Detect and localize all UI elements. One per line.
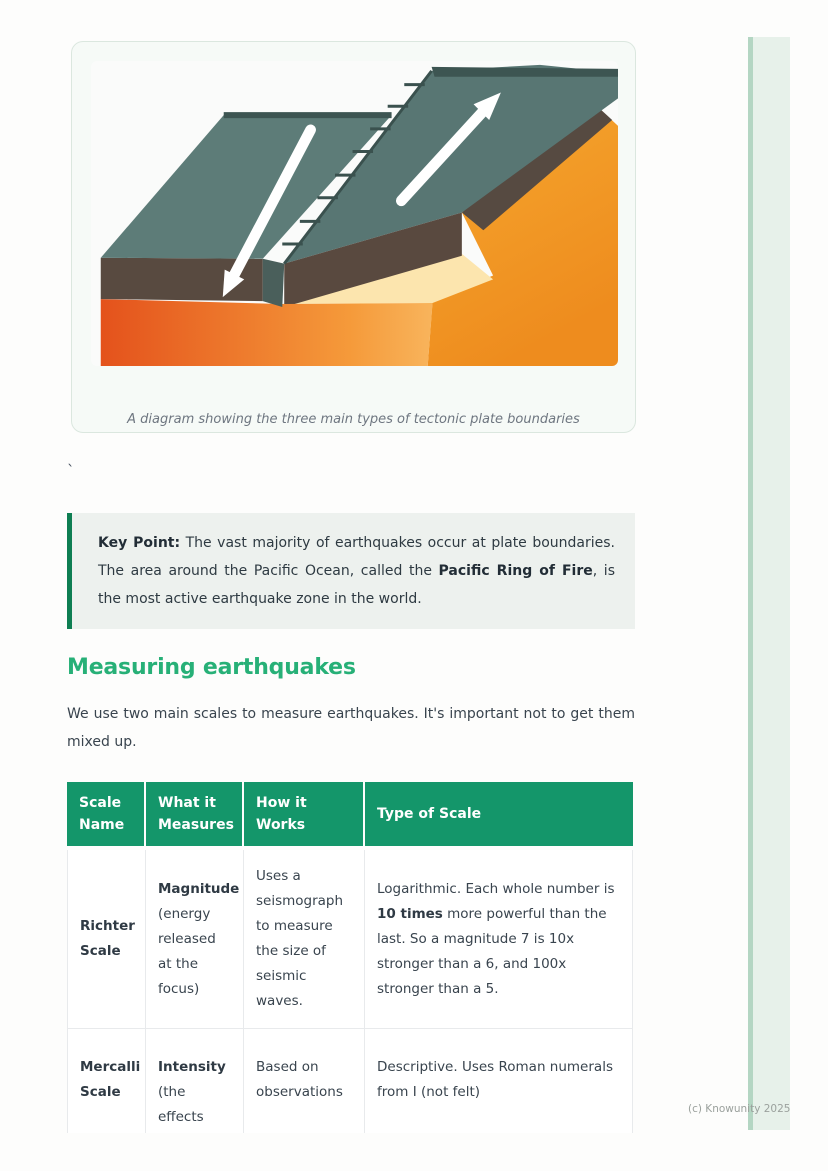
how-it-works-cell: Uses a seismograph to measure the size of seismic waves.	[244, 850, 365, 1029]
stray-backtick: `	[67, 462, 75, 480]
copyright-watermark: (c) Knowunity 2025	[688, 1103, 791, 1115]
fault-step-face	[263, 259, 284, 307]
type-text-2: more powerful than the last. So a magnitude 7 is 10x stronger than a 6, and 100x stronger than a 5.	[377, 905, 607, 997]
type-text-1: Descriptive. Uses Roman numerals from I (not felt)	[377, 1059, 613, 1100]
table-row	[67, 850, 633, 1029]
magma-front-face	[101, 299, 433, 366]
scales-table-wrapper	[67, 782, 633, 1133]
header-how-it-works: How it Works	[244, 782, 365, 850]
key-point-bold-phrase: Pacific Ring of Fire	[438, 563, 593, 579]
scale-name-cell: Mercalli Scale	[80, 1059, 141, 1100]
key-point-callout	[67, 513, 635, 629]
header-what-it-measures: What it Measures	[146, 782, 244, 850]
left-plate-far-edge	[224, 112, 392, 118]
key-point-label: Key Point:	[98, 535, 181, 551]
transform-boundary-diagram-icon	[91, 61, 618, 366]
type-text-1: Logarithmic. Each whole number is	[377, 880, 615, 897]
header-type-of-scale: Type of Scale	[365, 782, 633, 850]
scale-name-cell: Richter Scale	[80, 918, 135, 959]
key-point-text-1: The vast majority of earthquakes occur at plate boundaries. The area around the Pacific Ocean, called the	[98, 535, 615, 579]
figure-card	[71, 41, 636, 433]
key-point-text-2: , is the most active earthquake zone in the world.	[98, 563, 615, 607]
page-accent-bar	[748, 37, 790, 1130]
tectonic-diagram-image	[91, 61, 618, 366]
header-scale-name: Scale Name	[67, 782, 146, 850]
measures-bold: Magnitude	[158, 880, 240, 897]
right-plate-far-edge	[432, 67, 618, 77]
section-heading: Measuring earthquakes	[67, 655, 356, 680]
measures-rest: (energy released at the focus)	[158, 905, 216, 997]
measures-bold: Intensity	[158, 1059, 226, 1075]
figure-caption: A diagram showing the three main types of tectonic plate boundaries	[127, 412, 580, 427]
table-header-row	[67, 782, 633, 850]
type-bold: 10 times	[377, 905, 443, 922]
measures-rest: (the effects	[158, 1084, 204, 1125]
scales-table	[67, 782, 633, 1133]
table-row	[67, 1029, 633, 1133]
section-intro-paragraph: We use two main scales to measure earthquakes. It's important not to get them mixed up.	[67, 706, 635, 750]
how-it-works-cell: Based on observations	[244, 1029, 365, 1133]
